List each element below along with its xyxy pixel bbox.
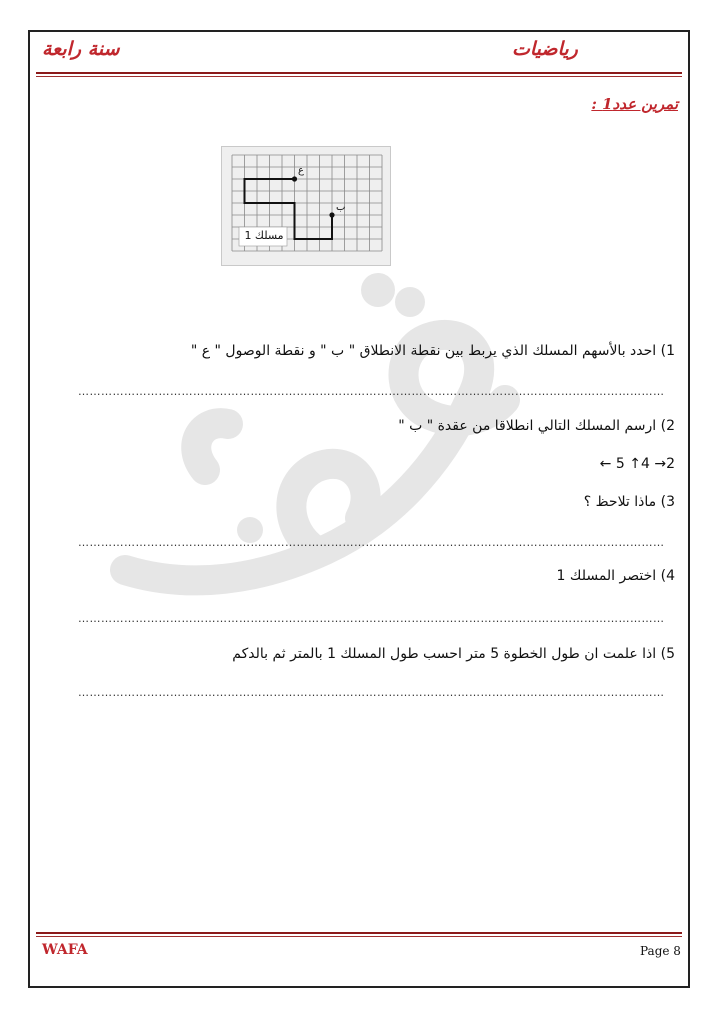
- end-node: [292, 176, 297, 181]
- start-node-label: ب: [336, 202, 346, 213]
- question-4: 4) اختصر المسلك 1: [556, 568, 675, 584]
- question-2-directions: 2→ 4↑ 5 ←: [599, 456, 675, 472]
- path-label: مسلك 1: [244, 229, 284, 242]
- answer-line-4: ………………………………………………………………………………………………………………………………………: [78, 612, 665, 625]
- grid-diagram: [222, 147, 390, 265]
- header-rule-thin: [36, 76, 682, 77]
- start-node: [329, 212, 334, 217]
- exercise-title: تمرين عدد1 :: [591, 95, 678, 113]
- footer-rule-thin: [36, 936, 682, 937]
- watermark-logo: [110, 250, 570, 640]
- subject-title: رياضيات: [512, 38, 578, 60]
- footer-rule: [36, 932, 682, 934]
- path-figure: [221, 146, 391, 266]
- page-number: Page 8: [640, 944, 681, 958]
- answer-line-3: ………………………………………………………………………………………………………………………………………: [78, 536, 665, 549]
- question-5: 5) اذا علمت ان طول الخطوة 5 متر احسب طول المسلك 1 بالمتر ثم بالدكم: [232, 646, 675, 662]
- answer-line-1: ………………………………………………………………………………………………………………………………………: [78, 385, 665, 398]
- question-2: 2) ارسم المسلك التالي انطلاقا من عقدة " ب ": [398, 418, 675, 434]
- question-1: 1) احدد بالأسهم المسلك الذي يربط بين نقطة الانطلاق " ب " و نقطة الوصول " ع ": [190, 343, 675, 359]
- answer-line-5: ………………………………………………………………………………………………………………………………………: [78, 686, 665, 699]
- question-3: 3) ماذا تلاحظ ؟: [583, 494, 675, 510]
- grade-title: سنة رابعة: [42, 38, 120, 60]
- header-rule: [36, 72, 682, 74]
- footer-brand: WAFA: [42, 942, 88, 958]
- end-node-label: ع: [298, 165, 304, 176]
